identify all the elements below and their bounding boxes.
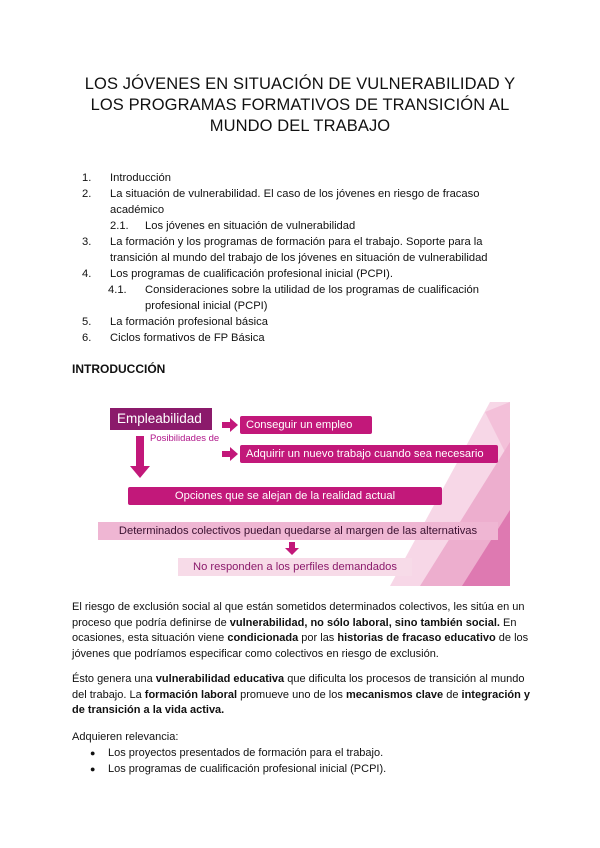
text-run: El riesgo de exclusión social al que están sometidos determinados colectivos, les sitúa en un proceso que podría definirse de — [72, 601, 525, 629]
toc-text: La formación y los programas de formación para el trabajo. Soporte para la — [110, 236, 483, 248]
toc-number: 6. — [82, 332, 92, 344]
toc-text-continued: profesional inicial (PCPI) — [145, 300, 268, 312]
text-run: Ésto genera una — [72, 673, 156, 685]
concept-diagram — [90, 402, 510, 586]
title-line-3: MUNDO DEL TRABAJO — [209, 117, 391, 135]
toc-text-continued: transición al mundo del trabajo de los jóvenes en situación de vulnerabilidad — [110, 252, 488, 264]
toc-text: Los programas de cualificación profesional inicial (PCPI). — [110, 268, 393, 280]
toc-text: Ciclos formativos de FP Básica — [110, 332, 265, 344]
text-run: que dificulta los procesos de transición al mundo del trabajo. La — [72, 673, 525, 701]
text-run: de los jóvenes que podríamos especificar como colectivos en riesgo de exclusión. — [72, 632, 529, 660]
bold-run: vulnerabilidad, no sólo laboral, sino también social. — [229, 616, 500, 629]
text-run: por las — [298, 632, 338, 644]
toc-number: 4. — [82, 268, 92, 280]
conseguir-empleo-box: Conseguir un empleo — [240, 416, 372, 434]
posibilidades-label: Posibilidades de — [150, 433, 220, 444]
paragraph-2 — [72, 672, 532, 719]
section-heading: INTRODUCCIÓN — [72, 362, 166, 376]
text-run: promueve uno de los — [237, 688, 346, 701]
adquirir-trabajo-box: Adquirir un nuevo trabajo cuando sea necesario — [240, 445, 498, 463]
bold-run: historias de fracaso educativo — [337, 632, 496, 644]
bold-run: integración y de transición a la vida activa. — [72, 688, 530, 716]
no-responden-box: No responden a los perfiles demandados — [178, 558, 412, 576]
determinados-colectivos-box: Determinados colectivos puedan quedarse al margen de las alternativas — [98, 522, 498, 540]
bold-run: condicionada — [227, 632, 299, 644]
toc-text-continued: académico — [110, 204, 165, 216]
toc-number: 2.1. — [110, 220, 129, 232]
bold-run: formación laboral — [144, 688, 238, 701]
title-line-2: LOS PROGRAMAS FORMATIVOS DE TRANSICIÓN AL — [90, 96, 510, 114]
toc-text: La formación profesional básica — [110, 316, 268, 328]
paragraph-1 — [72, 600, 532, 662]
toc-number: 5. — [82, 316, 92, 328]
toc-text: Los jóvenes en situación de vulnerabilidad — [145, 220, 356, 232]
toc-text: Introducción — [110, 172, 171, 184]
bullet-icon: ● — [90, 764, 96, 774]
opciones-box: Opciones que se alejan de la realidad actual — [128, 487, 442, 505]
bold-run: mecanismos clave — [345, 688, 444, 701]
bold-run: vulnerabilidad educativa — [155, 673, 285, 685]
paragraph-3: Adquieren relevancia: — [72, 731, 179, 743]
title-line-1: LOS JÓVENES EN SITUACIÓN DE VULNERABILIDAD Y — [84, 75, 516, 93]
document-title — [60, 74, 540, 137]
toc-text: La situación de vulnerabilidad. El caso de los jóvenes en riesgo de fracaso — [110, 188, 480, 200]
toc-number: 2. — [82, 188, 92, 200]
list-item-text: Los proyectos presentados de formación para el trabajo. — [108, 747, 384, 759]
bullet-icon: ● — [90, 748, 96, 758]
list-item-text: Los programas de cualificación profesional inicial (PCPI). — [108, 763, 387, 775]
empleabilidad-box: Empleabilidad — [110, 408, 212, 430]
toc-number: 1. — [82, 172, 92, 184]
toc-number: 4.1. — [108, 284, 127, 296]
text-run: En ocasiones, esta situación viene — [72, 616, 517, 644]
toc-number: 3. — [82, 236, 92, 248]
text-run: de — [443, 688, 462, 701]
toc-text: Consideraciones sobre la utilidad de los programas de cualificación — [145, 284, 479, 296]
